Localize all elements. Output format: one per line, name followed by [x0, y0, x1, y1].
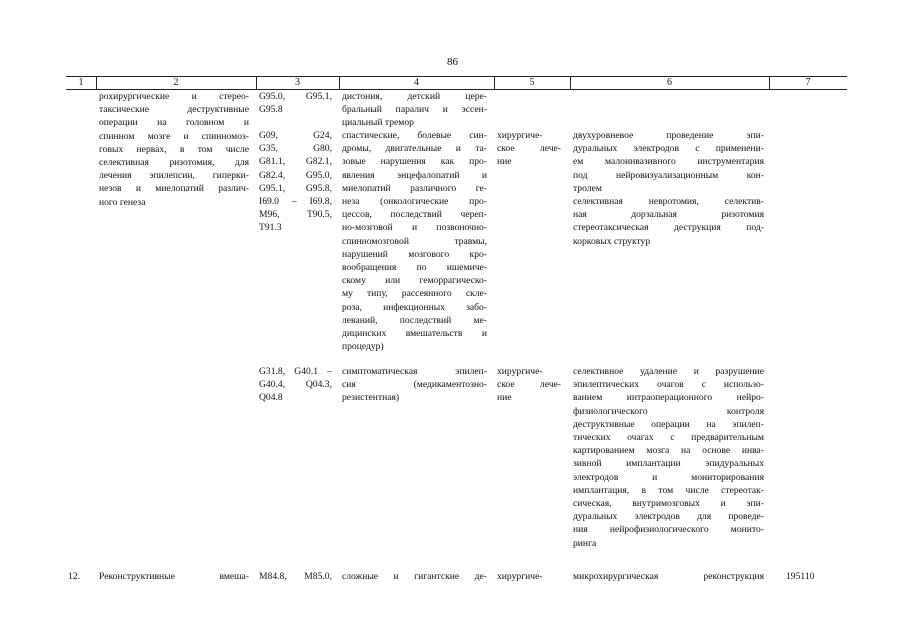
text-line: спастические, болевые син-: [342, 130, 487, 141]
text-line: стереотаксическая деструкция под-: [573, 222, 764, 234]
text-line: под нейровизуализационным кон-: [573, 169, 764, 181]
text-line: дистония, детский цере-: [342, 91, 487, 102]
row-12-col2-title: Реконструктивные вмеша-: [99, 571, 249, 582]
text-line: бральный паралич и эссен-: [342, 104, 487, 116]
text-line: T91.3: [259, 222, 282, 234]
text-line: G81.1, G82.1,: [259, 156, 332, 168]
row-c-col3-codes: [259, 365, 332, 405]
text-line: ское лече-: [497, 379, 561, 391]
text-line: тролем: [573, 182, 602, 194]
column-header-2: 2: [173, 77, 179, 88]
text-line: дромы, двигательные и та-: [342, 143, 487, 155]
text-line: зивной имплантации эпидуральных: [573, 458, 764, 470]
row-c-col4-model: [342, 365, 487, 405]
text-line: циальный тремор: [342, 117, 414, 129]
text-line: ринга: [573, 537, 597, 549]
column-header-3: 3: [295, 77, 300, 88]
text-line: спинном мозге и спинномоз-: [99, 130, 249, 142]
text-line: эпилептических очагов с использо-: [573, 379, 764, 391]
text-line: незов и миелопатий различ-: [99, 183, 249, 195]
text-line: неза (онкологические про-: [342, 196, 487, 208]
text-line: нарушений мозгового кро-: [342, 248, 487, 260]
row-12-col6-method: микрохирургическая реконструкция: [573, 571, 764, 582]
text-line: двухуровневое проведение эпи-: [573, 130, 764, 141]
row-a-col2-method-name: [99, 90, 249, 209]
column-header-5: 5: [529, 77, 535, 88]
text-line: вообращения по ишемиче-: [342, 262, 487, 274]
text-line: сия (медикаментозно-: [342, 379, 487, 391]
text-line: леваний, последствий ме-: [342, 314, 487, 326]
text-line: G95.1, G95.8,: [259, 182, 332, 194]
text-line: ское лече-: [497, 143, 561, 155]
column-header-4: 4: [414, 77, 419, 88]
text-line: лечения эпилепсии, гиперки-: [99, 170, 249, 182]
text-line: спинномозговой травмы,: [342, 235, 487, 247]
text-line: процедур): [342, 341, 384, 353]
text-line: хирургиче-: [497, 366, 543, 377]
row-b-col5-treatment-type: [497, 129, 561, 169]
text-line: явления энцефалопатий и: [342, 169, 487, 181]
text-line: G40.4, Q04.3,: [259, 379, 332, 391]
text-line: электродов и мониторирования: [573, 471, 764, 483]
text-line: M96, T90.5,: [259, 209, 332, 221]
text-line: резистентная): [342, 392, 400, 404]
row-a-col4-model: [342, 90, 487, 130]
text-line: G09, G24,: [259, 130, 332, 141]
text-line: цессов, последствий череп-: [342, 209, 487, 221]
text-line: селективная ризотомия, для: [99, 157, 249, 169]
row-c-col5-treatment-type: [497, 365, 561, 405]
text-line: ного генеза: [99, 196, 146, 208]
text-line: физиологического контроля: [573, 405, 764, 417]
text-line: ние: [497, 156, 512, 168]
text-line: G82.4, G95.0,: [259, 169, 332, 181]
text-line: картированием мозга на основе инва-: [573, 445, 764, 457]
text-line: имплантация, в том числе стереотак-: [573, 484, 764, 496]
text-line: рохирургические и стерео-: [99, 91, 249, 102]
text-line: хирургиче-: [497, 130, 543, 141]
text-line: операции на головном и: [99, 117, 249, 129]
text-line: дуральных электродов для проведе-: [573, 511, 764, 523]
text-line: G95.0, G95.1,: [259, 91, 332, 102]
text-line: ем малоинвазивного инструментария: [573, 156, 764, 168]
text-line: ния нейрофизиологического монито-: [573, 524, 764, 536]
row-12-col4-model: сложные и гигантские де-: [342, 571, 487, 582]
text-line: ная дорзальная ризотомия: [573, 209, 764, 221]
text-line: дуральных электродов с применени-: [573, 143, 764, 155]
text-line: I69.0 – I69.8,: [259, 196, 332, 208]
row-12-col3-codes: M84.8, M85.0,: [259, 571, 332, 582]
column-header-7: 7: [805, 77, 811, 88]
text-line: деструктивные операции на эпилеп-: [573, 418, 764, 430]
text-line: таксические деструктивные: [99, 104, 249, 116]
text-line: ванием интраоперационного нейро-: [573, 392, 764, 404]
text-line: тических очагах с предварительным: [573, 432, 764, 444]
text-line: селективное удаление и разрушение: [573, 366, 764, 377]
text-line: G95.8: [259, 104, 283, 116]
text-line: зовые нарушения как про-: [342, 156, 487, 168]
text-line: му типу, рассеянного скле-: [342, 288, 487, 300]
text-line: симптоматическая эпилеп-: [342, 366, 487, 377]
text-line: ние: [497, 392, 512, 404]
row-b-col3-codes: [259, 129, 332, 235]
text-line: но-мозговой и позвоночно-: [342, 222, 487, 234]
text-line: корковых структур: [573, 235, 651, 247]
row-b-col4-model: [342, 129, 487, 353]
row-a-col3-codes: [259, 90, 332, 116]
text-line: дицинских вмешательств и: [342, 328, 487, 340]
text-line: селективная невротомия, селектив-: [573, 196, 764, 208]
row-c-col6-method: [573, 365, 764, 550]
row-12-col7-cost: 195110: [786, 571, 815, 582]
column-header-1: 1: [78, 77, 84, 88]
text-line: миелопатий различного ге-: [342, 182, 487, 194]
text-line: роза, инфекционных забо-: [342, 301, 487, 313]
column-header-6: 6: [667, 77, 672, 88]
text-line: скому или геморрагическо-: [342, 275, 487, 287]
page-number: 86: [447, 56, 458, 68]
text-line: сическая, внутримозговых и эпи-: [573, 498, 764, 510]
text-line: Q04.8: [259, 392, 283, 404]
text-line: говых нервах, в том числе: [99, 143, 249, 155]
row-b-col6-method: [573, 129, 764, 248]
text-line: G31.8, G40.1 –: [259, 366, 332, 377]
text-line: G35, G80,: [259, 143, 332, 155]
row-12-number: 12.: [68, 571, 80, 582]
row-12-col5-treatment-type: хирургиче-: [497, 571, 543, 582]
